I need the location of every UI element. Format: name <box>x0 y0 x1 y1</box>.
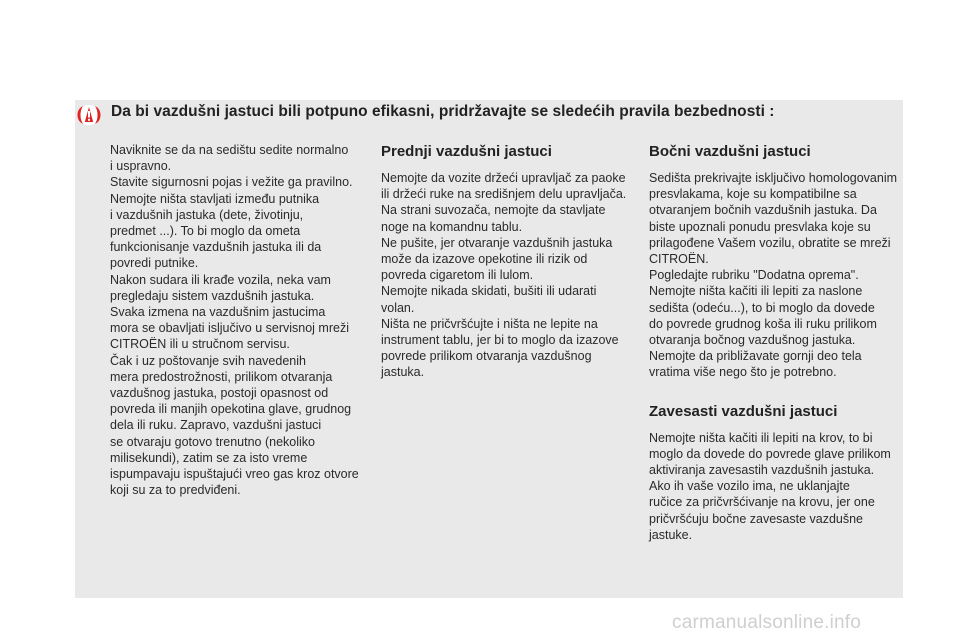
text-line: pregledaju sistem vazdušnih jastuka. <box>110 288 315 303</box>
text-line: funkcionisanje vazdušnih jastuka ili da <box>110 240 322 255</box>
text-line: ručice za pričvršćivanje na krovu, jer one <box>649 495 875 510</box>
text-line: milisekundi), zatim se za isto vreme <box>110 450 308 465</box>
text-line: prilagođene Vašem vozilu, obratite se mreži <box>649 235 891 250</box>
text-line: vratima više nego što je potrebno. <box>649 365 837 380</box>
text-line: noge na komandnu tablu. <box>381 219 523 234</box>
text-line: otvaranjem bočnih vazdušnih jastuka. Da <box>649 203 877 218</box>
text-line: Stavite sigurnosni pojas i vežite ga pravilno. <box>110 175 353 190</box>
text-line: predmet ...). To bi moglo da ometa <box>110 224 301 239</box>
text-line: biste upoznali ponudu presvlaka koje su <box>649 219 871 234</box>
text-line: jastuka. <box>381 365 425 380</box>
text-line: otvaranja bočnog vazdušnog jastuka. <box>649 333 856 348</box>
text-line: Nemojte ništa kačiti ili lepiti za naslone <box>649 284 863 299</box>
text-line: vazdušnog jastuka, postoji opasnost od <box>110 386 329 401</box>
text-line: Nakon sudara ili krađe vozila, neka vam <box>110 272 331 287</box>
text-line: mera predostrožnosti, prilikom otvaranja <box>110 369 333 384</box>
text-line: Ništa ne pričvršćujte i ništa ne lepite na <box>381 316 598 331</box>
text-line: koji su za to predviđeni. <box>110 483 241 498</box>
text-line: Nemojte nikada skidati, bušiti ili udarati <box>381 284 597 299</box>
curtain-airbags-heading: Zavesasti vazdušni jastuci <box>649 402 838 420</box>
watermark: carmanualsonline.info <box>672 612 862 633</box>
page-title: Da bi vazdušni jastuci bili potpuno efikasni, pridržavajte se sledećih pravila bezbednosti : <box>111 103 775 120</box>
text-line: Ne pušite, jer otvaranje vazdušnih jastuka <box>381 235 613 250</box>
text-line: Čak i uz poštovanje svih navedenih <box>110 353 306 368</box>
text-line: Na strani suvozača, nemojte da stavljate <box>381 203 606 218</box>
text-line: Svaka izmena na vazdušnim jastucima <box>110 305 326 320</box>
text-line: povreda cigaretom ili lulom. <box>381 268 534 283</box>
text-line: Naviknite se da na sedištu sedite normalno <box>110 143 349 157</box>
text-line: instrument tablu, jer bi to moglo da izazove <box>381 333 619 348</box>
text-line: Sedišta prekrivajte isključivo homologovanim <box>649 171 898 185</box>
text-line: pričvršćuju bočne zavesaste vazdušne <box>649 511 864 526</box>
text-line: Nemojte da približavate gornji deo tela <box>649 349 862 364</box>
text-line: Pogledajte rubriku "Dodatna oprema". <box>649 268 859 283</box>
text-line: Nemojte da vozite držeći upravljač za paoke <box>381 171 626 185</box>
front-airbags-column <box>381 142 643 381</box>
text-line: sedišta (odeću...), to bi moglo da dovede <box>649 300 875 315</box>
text-line: i uspravno. <box>110 159 172 174</box>
text-line: dela ili ruku. Zapravo, vazdušni jastuci <box>110 418 322 433</box>
text-line: ispumpavaju ispuštajući vreo gas kroz otvore <box>110 467 359 482</box>
text-line: povreda ili manjih opekotina glave, grudnog <box>110 402 352 417</box>
text-line: mora se obavljati isljučivo u servisnoj mreži <box>110 321 349 336</box>
text-line: i vazdušnih jastuka (dete, životinju, <box>110 207 304 222</box>
text-line: povredi putnike. <box>110 256 199 271</box>
side-airbags-text <box>649 170 903 381</box>
text-line: jastuke. <box>649 527 693 542</box>
text-line: ili držeći ruke na središnjem delu upravljača. <box>381 187 627 202</box>
text-line: Ako ih vaše vozilo ima, ne uklanjajte <box>649 479 850 494</box>
text-line: Nemojte ništa kačiti ili lepiti na krov, to bi <box>649 430 873 445</box>
text-line: Nemojte ništa stavljati između putnika <box>110 191 320 206</box>
general-rules-column <box>110 142 366 498</box>
text-line: do povrede grudnog koša ili ruku prilikom <box>649 316 877 331</box>
side-airbags-heading: Bočni vazdušni jastuci <box>649 143 811 160</box>
text-line: presvlakama, koje su kompatibilne sa <box>649 187 857 202</box>
front-airbags-heading: Prednji vazdušni jastuci <box>381 143 552 160</box>
text-line: može da izazove opekotine ili rizik od <box>381 252 588 267</box>
text-line: CITROËN ili u stručnom servisu. <box>110 337 290 352</box>
warning-icon <box>76 103 102 127</box>
side-curtain-column <box>649 142 903 543</box>
curtain-airbags-text <box>649 430 903 543</box>
text-line: aktiviranja zavesastih vazdušnih jastuka. <box>649 463 875 478</box>
text-line: povrede prilikom otvaranja vazdušnog <box>381 349 592 364</box>
front-airbags-text <box>381 170 643 381</box>
text-line: moglo da dovede do povrede glave prilikom <box>649 446 891 461</box>
text-line: volan. <box>381 300 415 315</box>
text-line: se otvaraju gotovo trenutno (nekoliko <box>110 434 315 449</box>
text-line: CITROËN. <box>649 252 709 267</box>
